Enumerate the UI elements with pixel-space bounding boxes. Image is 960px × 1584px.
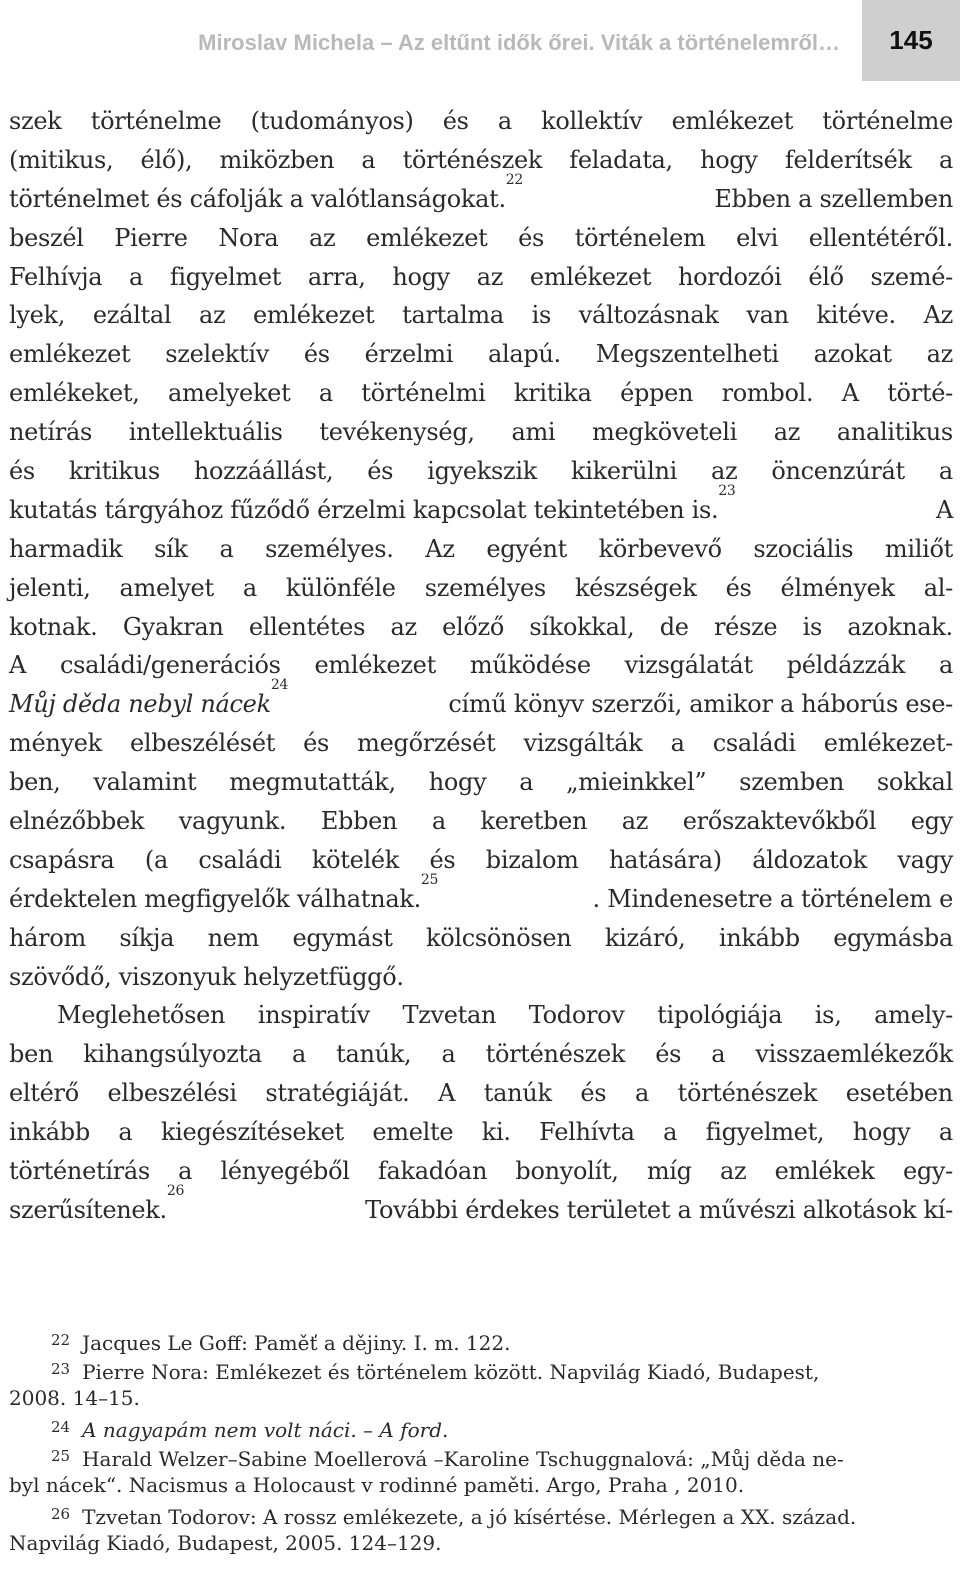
footnote-ref[interactable]: 26 (166, 1182, 185, 1199)
text-line: történetírás a lényegéből fakadóan bonyolít, míg az emlékek egy- (9, 1157, 953, 1186)
footnote-number: 26 (51, 1505, 71, 1523)
text-line: elnézőbbek vagyunk. Ebben a keretben az erőszaktevőkből egy (9, 807, 953, 836)
text-line-start: kutatás tárgyához fűződő érzelmi kapcsolat tekintetében is. (9, 495, 719, 524)
text-line: emlékeket, amelyeket a történelmi kritika éppen rombol. A törté- (9, 379, 953, 408)
footnote-number: 22 (51, 1331, 71, 1349)
footnote-text: Tzvetan Todorov: A rossz emlékezete, a jó kísértése. Mérlegen a XX. század. (82, 1505, 857, 1529)
footnote-24 (9, 1413, 953, 1442)
footnote-number: 25 (51, 1447, 71, 1465)
text-line: harmadik sík a személyes. Az egyént körbevevő szociális miliőt (9, 534, 953, 563)
footnote-25 (9, 1442, 953, 1471)
footnote-ref[interactable]: 22 (505, 171, 524, 188)
running-title: Miroslav Michela – Az eltűnt idők őrei. Viták a történelemről… (198, 30, 840, 55)
text-line: Felhívja a figyelmet arra, hogy az emlékezet hordozói élő szemé- (9, 262, 953, 291)
page-number: 145 (862, 0, 960, 81)
text-line: netírás intellektuális tevékenység, ami megköveteli az analitikus (9, 418, 953, 447)
text-line-end: . Mindenesetre a történelem e (592, 884, 953, 913)
text-line: emlékezet szelektív és érzelmi alapú. Megszentelheti azokat az (9, 340, 953, 369)
running-header (0, 0, 960, 84)
text-line-start: szerűsítenek. (9, 1195, 167, 1224)
footnote-number: 23 (51, 1360, 71, 1378)
text-line (9, 677, 953, 724)
text-line (9, 482, 953, 530)
text-line-end: című könyv szerzői, amikor a háborús ese- (448, 690, 953, 719)
text-line: szövődő, viszonyuk helyzetfüggő. (9, 962, 404, 991)
book-title: Můj děda nebyl nácek (9, 690, 271, 719)
footnote-23-cont: 2008. 14–15. (9, 1386, 140, 1410)
text-line: kotnak. Gyakran ellentétes az előző síkokkal, de része is azoknak. (9, 612, 953, 641)
text-line: ben kihangsúlyozta a tanúk, a történészek és a visszaemlékezők (9, 1040, 953, 1069)
footnote-23 (9, 1355, 953, 1384)
text-line-end: További érdekes területet a művészi alkotások kí- (365, 1195, 953, 1224)
footnote-26-cont: Napvilág Kiadó, Budapest, 2005. 124–129. (9, 1531, 442, 1555)
footnote-ref[interactable]: 24 (270, 677, 289, 694)
footnote-text: Jacques Le Goff: Paměť a dějiny. I. m. 122. (82, 1331, 511, 1355)
text-line: három síkja nem egymást kölcsönösen kizáró, inkább egymásba (9, 923, 953, 952)
text-line: Meglehetősen inspiratív Tzvetan Todorov tipológiája is, amely- (57, 1001, 953, 1030)
footnote-text: A nagyapám nem volt náci. – A ford. (82, 1418, 449, 1442)
footnote-text: Pierre Nora: Emlékezet és történelem között. Napvilág Kiadó, Budapest, (82, 1360, 820, 1384)
text-line: jelenti, amelyet a különféle személyes készségek és élmények al- (9, 573, 953, 602)
text-line (9, 1182, 953, 1230)
footnotes (9, 1326, 953, 1558)
text-line: szek történelme (tudományos) és a kollektív emlékezet történelme (9, 107, 953, 135)
text-line (9, 871, 953, 919)
text-line (9, 171, 953, 219)
text-line-start: érdektelen megfigyelők válhatnak. (9, 884, 421, 913)
footnote-text: Harald Welzer–Sabine Moellerová –Karoline Tschuggnalová: „Můj děda ne- (82, 1447, 844, 1471)
footnote-ref[interactable]: 23 (718, 482, 736, 499)
text-line-end: Ebben a szellemben (714, 184, 953, 213)
body-text (9, 102, 953, 1230)
text-line: lyek, ezáltal az emlékezet tartalma is változásnak van kitéve. Az (9, 301, 953, 330)
text-line: ben, valamint megmutatták, hogy a „mieinkkel” szemben sokkal (9, 768, 953, 797)
text-line-start: történelmet és cáfolják a valótlanságokat. (9, 184, 506, 213)
text-line: és kritikus hozzáállást, és igyekszik kikerülni az öncenzúrát a (9, 457, 953, 486)
footnote-number: 24 (51, 1418, 71, 1436)
text-line: eltérő elbeszélési stratégiáját. A tanúk és a történészek esetében (9, 1079, 953, 1108)
footnote-26 (9, 1500, 953, 1529)
text-line: csapásra (a családi kötelék és bizalom hatására) áldozatok vagy (9, 845, 953, 874)
text-line: mények elbeszélését és megőrzését vizsgálták a családi emlékezet- (9, 729, 953, 758)
text-line: beszél Pierre Nora az emlékezet és történelem elvi ellentétéről. (9, 223, 953, 252)
text-line: A családi/generációs emlékezet működése vizsgálatát példázzák a (9, 651, 953, 680)
footnote-22 (9, 1326, 953, 1355)
footnote-ref[interactable]: 25 (420, 871, 439, 888)
text-line: inkább a kiegészítéseket emelte ki. Felhívta a figyelmet, hogy a (9, 1118, 953, 1147)
text-line-end: A (935, 495, 953, 524)
footnote-25-cont: byl nácek“. Nacismus a Holocaust v rodinné paměti. Argo, Praha , 2010. (9, 1473, 745, 1497)
text-line: (mitikus, élő), miközben a történészek feladata, hogy felderítsék a (9, 145, 953, 174)
